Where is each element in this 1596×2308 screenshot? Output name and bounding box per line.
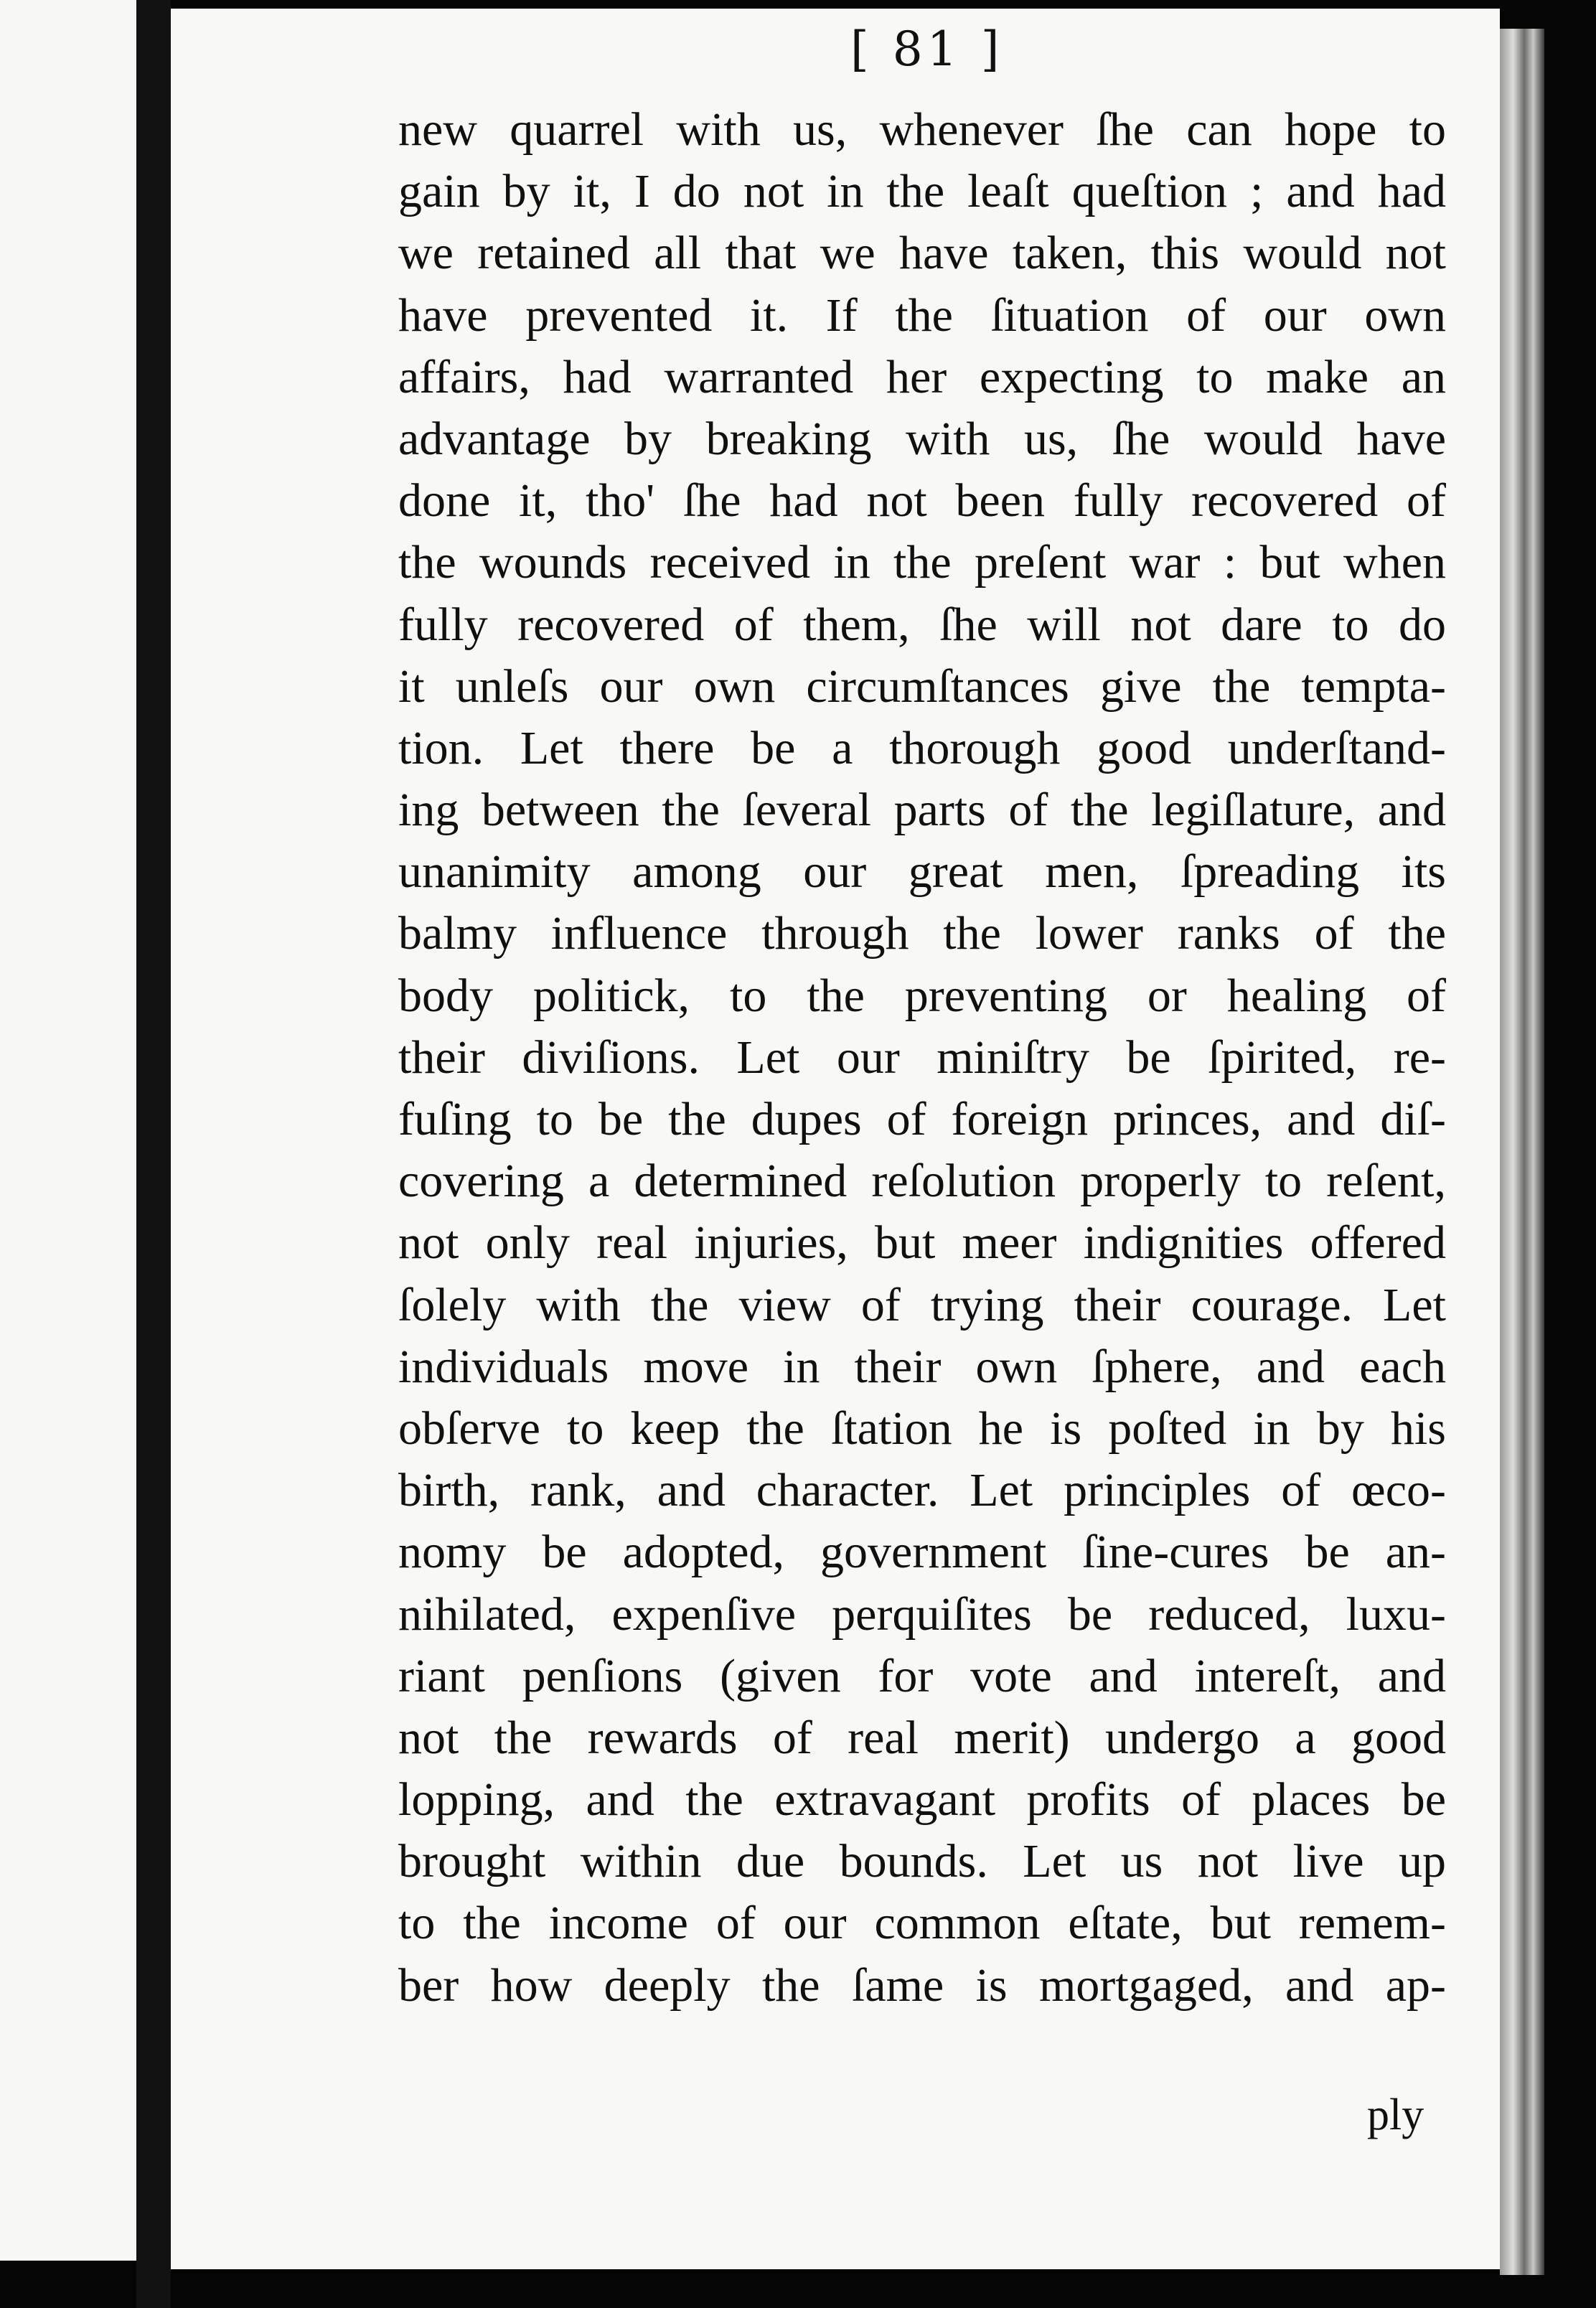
text-line: done it, tho' ſhe had not been fully recovered of — [398, 474, 1446, 527]
text-line: have prevented it. If the ſituation of our own — [398, 288, 1446, 342]
text-line: fuſing to be the dupes of foreign princes, and diſ- — [398, 1093, 1446, 1145]
body-text — [398, 99, 1446, 2017]
text-line: tion. Let there be a thorough good underſtand- — [398, 721, 1446, 774]
text-line: covering a determined reſolution properly to reſent, — [398, 1155, 1446, 1208]
catchword: ply — [1367, 2091, 1424, 2139]
text-line: brought within due bounds. Let us not live up — [398, 1835, 1446, 1888]
text-line: nihilated, expenſive perquiſites be reduced, luxu- — [398, 1587, 1446, 1641]
text-line: lopping, and the extravagant profits of places be — [398, 1773, 1446, 1826]
text-line: fully recovered of them, ſhe will not dare to do — [398, 598, 1446, 651]
text-line: ing between the ſeveral parts of the legiſlature, and — [398, 784, 1446, 837]
page-fore-edge — [1500, 29, 1544, 2275]
text-line: individuals move in their own ſphere, and each — [398, 1340, 1446, 1393]
text-line: not only real injuries, but meer indignities offered — [398, 1216, 1446, 1270]
text-line: advantage by breaking with us, ſhe would have — [398, 412, 1446, 465]
text-line: the wounds received in the preſent war : but when — [398, 536, 1446, 589]
page-number: [ 81 ] — [850, 22, 1004, 77]
text-line: we retained all that we have taken, this would not — [398, 227, 1446, 280]
text-line: not the rewards of real merit) undergo a good — [398, 1711, 1446, 1764]
text-line: ber how deeply the ſame is mortgaged, and ap- — [398, 1958, 1446, 2012]
text-line: affairs, had warranted her expecting to make an — [398, 350, 1446, 403]
left-page-edge — [0, 0, 136, 2261]
text-line: riant penſions (given for vote and intereſt, and — [398, 1649, 1446, 1702]
text-line: nomy be adopted, government ſine-cures be an- — [398, 1526, 1446, 1579]
text-line: new quarrel with us, whenever ſhe can hope to — [398, 103, 1446, 156]
text-line: body politick, to the preventing or healing of — [398, 969, 1446, 1022]
text-line: birth, rank, and character. Let principles of œco- — [398, 1464, 1446, 1517]
book-gutter — [136, 0, 171, 2308]
text-line: unanimity among our great men, ſpreading its — [398, 845, 1446, 899]
text-line: it unleſs our own circumſtances give the tempta- — [398, 660, 1446, 713]
text-line: ſolely with the view of trying their courage. Let — [398, 1278, 1446, 1331]
text-line: balmy influence through the lower ranks of the — [398, 907, 1446, 960]
text-line: obſerve to keep the ſtation he is poſted in by his — [398, 1402, 1446, 1455]
text-line: gain by it, I do not in the leaſt queſtion ; and had — [398, 165, 1446, 218]
text-line: to the income of our common eſtate, but remem- — [398, 1897, 1446, 1950]
text-line: their diviſions. Let our miniſtry be ſpirited, re- — [398, 1031, 1446, 1084]
